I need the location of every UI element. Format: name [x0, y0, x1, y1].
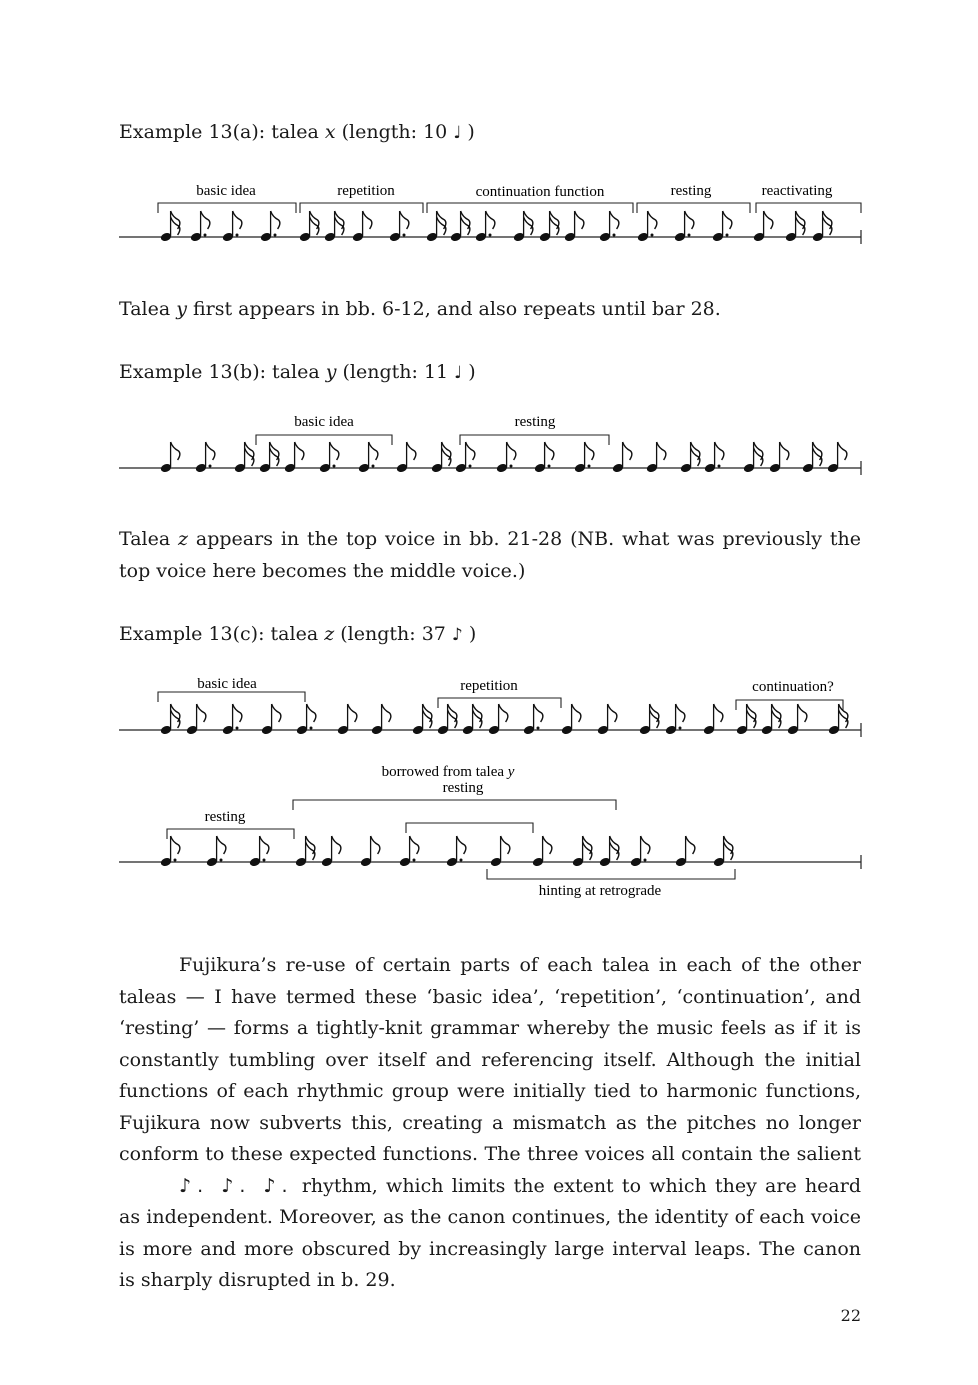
note-flag — [499, 704, 508, 722]
dot — [469, 465, 472, 468]
note-flag — [610, 211, 619, 229]
note-flag — [657, 442, 666, 460]
note-flag — [369, 442, 378, 460]
note-flag — [260, 836, 269, 854]
note-flag — [371, 836, 380, 854]
note-flag — [686, 836, 695, 854]
note-flag — [457, 836, 466, 854]
dot — [613, 234, 616, 237]
note-flag — [545, 442, 554, 460]
label-basic-idea: basic idea — [294, 414, 354, 430]
dot — [588, 465, 591, 468]
note-flag — [206, 442, 215, 460]
note-flag — [201, 211, 210, 229]
label-repetition: repetition — [460, 678, 518, 694]
note-flag — [330, 442, 339, 460]
note-flag — [466, 442, 475, 460]
label-repetition: repetition — [337, 183, 395, 199]
page-number: 22 — [840, 1306, 861, 1325]
note-flag — [197, 704, 206, 722]
bracket — [406, 823, 533, 833]
bracket — [460, 435, 609, 445]
label-hinting-at-retrograde: hinting at retrograde — [538, 883, 662, 899]
label-reactivating: reactivating — [761, 183, 833, 199]
note-flag — [217, 836, 226, 854]
dot — [236, 234, 239, 237]
caption-example-13b: Example 13(b): talea y (length: 11 ♩ ) — [119, 361, 476, 383]
note-flag — [838, 442, 847, 460]
bracket — [736, 700, 843, 710]
dot — [310, 727, 313, 730]
note-flag — [764, 211, 773, 229]
note-flag — [780, 442, 789, 460]
note-flag — [534, 704, 543, 722]
paragraph-talea-z: Talea z appears in the top voice in bb. 21-28 (NB. what was previously the top voice here becomes the middle voice.) — [119, 528, 861, 582]
note-flag — [410, 836, 419, 854]
note-flag — [363, 211, 372, 229]
dot — [679, 727, 682, 730]
dot — [372, 465, 375, 468]
bracket — [487, 869, 735, 879]
note-flag — [507, 442, 516, 460]
dot — [413, 859, 416, 862]
dot — [220, 859, 223, 862]
label-basic-idea: basic idea — [197, 676, 257, 692]
bracket — [256, 435, 392, 445]
note-flag — [608, 704, 617, 722]
bracket — [427, 203, 633, 213]
label-resting: resting — [670, 183, 712, 199]
bracket — [637, 203, 750, 213]
bracket — [158, 692, 305, 702]
dot — [726, 234, 729, 237]
label-borrowed-from-talea-y: borrowed from talea y — [381, 764, 515, 780]
dot — [510, 465, 513, 468]
bracket — [158, 203, 296, 213]
dot — [333, 465, 336, 468]
note-flag — [715, 442, 724, 460]
note-flag — [400, 211, 409, 229]
note-flag — [295, 442, 304, 460]
caption-example-13c: Example 13(c): talea z (length: 37 ♪ ) — [119, 623, 477, 645]
dot — [460, 859, 463, 862]
note-flag — [307, 704, 316, 722]
note-flag — [382, 704, 391, 722]
caption-example-13a: Example 13(a): talea x (length: 10 ♩ ) — [119, 121, 475, 143]
dot — [274, 234, 277, 237]
dot — [209, 465, 212, 468]
note-flag — [407, 442, 416, 460]
note-flag — [348, 704, 357, 722]
dot — [204, 234, 207, 237]
bracket — [167, 829, 294, 839]
paragraph-talea-y: Talea y first appears in bb. 6-12, and also repeats until bar 28. — [119, 298, 721, 320]
dot — [174, 859, 177, 862]
note-flag — [272, 704, 281, 722]
label-continuation: continuation? — [752, 679, 834, 695]
bracket — [300, 203, 423, 213]
note-flag — [543, 836, 552, 854]
label-basic-idea: basic idea — [196, 183, 256, 199]
label-resting: resting — [514, 414, 556, 430]
note-flag — [171, 836, 180, 854]
eighth-note-icon: ♪ — [451, 625, 463, 645]
note-flag — [798, 704, 807, 722]
dot — [489, 234, 492, 237]
note-flag — [233, 704, 242, 722]
dot — [651, 234, 654, 237]
dot — [688, 234, 691, 237]
note-flag — [723, 211, 732, 229]
bracket — [293, 800, 616, 810]
quarter-note-icon: ♩ — [453, 123, 462, 143]
label-resting: resting — [204, 809, 246, 825]
dot — [548, 465, 551, 468]
note-flag — [233, 211, 242, 229]
label-continuation-function: continuation function — [475, 184, 605, 200]
bracket — [756, 203, 861, 213]
note-flag — [575, 211, 584, 229]
note-flag — [171, 442, 180, 460]
note-flag — [676, 704, 685, 722]
note-flag — [685, 211, 694, 229]
note-flag — [271, 211, 280, 229]
note-flag — [641, 836, 650, 854]
note-flag — [572, 704, 581, 722]
dot — [537, 727, 540, 730]
body-paragraph: Fujikura’s re-use of certain parts of each talea in each of the other taleas — I have termed these ‘basic idea’, ‘repetition’, ‘continuation’, and ‘resting’ — forms a tightly-knit grammar whereby the music feels as if it is constantly tumbling over itself and referencing itself. Although the initial functions of each rhythmic group were initially tied to harmonic functions, Fujikura now subverts this, creating a mismatch as the pitches no longer conform to these expected functions. The three voices all contain the salient ♪. ♪. ♪. rhythm, which limits the extent to which they are heard as independent. Moreover, as the canon continues, the identity of each voice is more and more obscured by increasingly large interval leaps. The canon is sharply disrupted in b. 29. — [119, 954, 861, 1291]
note-flag — [486, 211, 495, 229]
label-borrowed-resting: resting — [442, 780, 484, 796]
dot — [718, 465, 721, 468]
quarter-note-icon: ♩ — [454, 363, 463, 383]
note-flag — [648, 211, 657, 229]
dot — [403, 234, 406, 237]
dotted-eighth-rhythm-icon: ♪. ♪. ♪. — [179, 1174, 294, 1197]
dot — [644, 859, 647, 862]
dot — [263, 859, 266, 862]
note-flag — [501, 836, 510, 854]
note-flag — [332, 836, 341, 854]
note-flag — [714, 704, 723, 722]
dot — [236, 727, 239, 730]
note-flag — [585, 442, 594, 460]
note-flag — [623, 442, 632, 460]
